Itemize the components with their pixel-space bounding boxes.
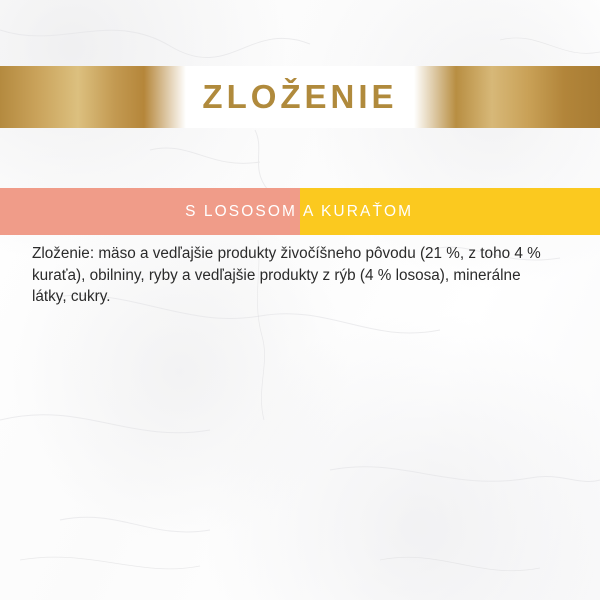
flavour-band xyxy=(0,188,600,235)
page-title: ZLOŽENIE xyxy=(202,78,398,115)
flavour-right-label: A KURAŤOM xyxy=(303,202,414,220)
ingredients-text: Zloženie: mäso a vedľajšie produkty živočíšneho pôvodu (21 %, z toho 4 % kuraťa), obilniny, ryby a vedľajšie produkty z rýb (4 % lososa), minerálne látky, cukry. xyxy=(32,245,541,306)
flavour-band-right xyxy=(300,188,600,235)
flavour-band-left xyxy=(0,188,300,235)
title-band xyxy=(0,66,600,128)
flavour-left-label: S LOSOSOM xyxy=(185,202,297,220)
